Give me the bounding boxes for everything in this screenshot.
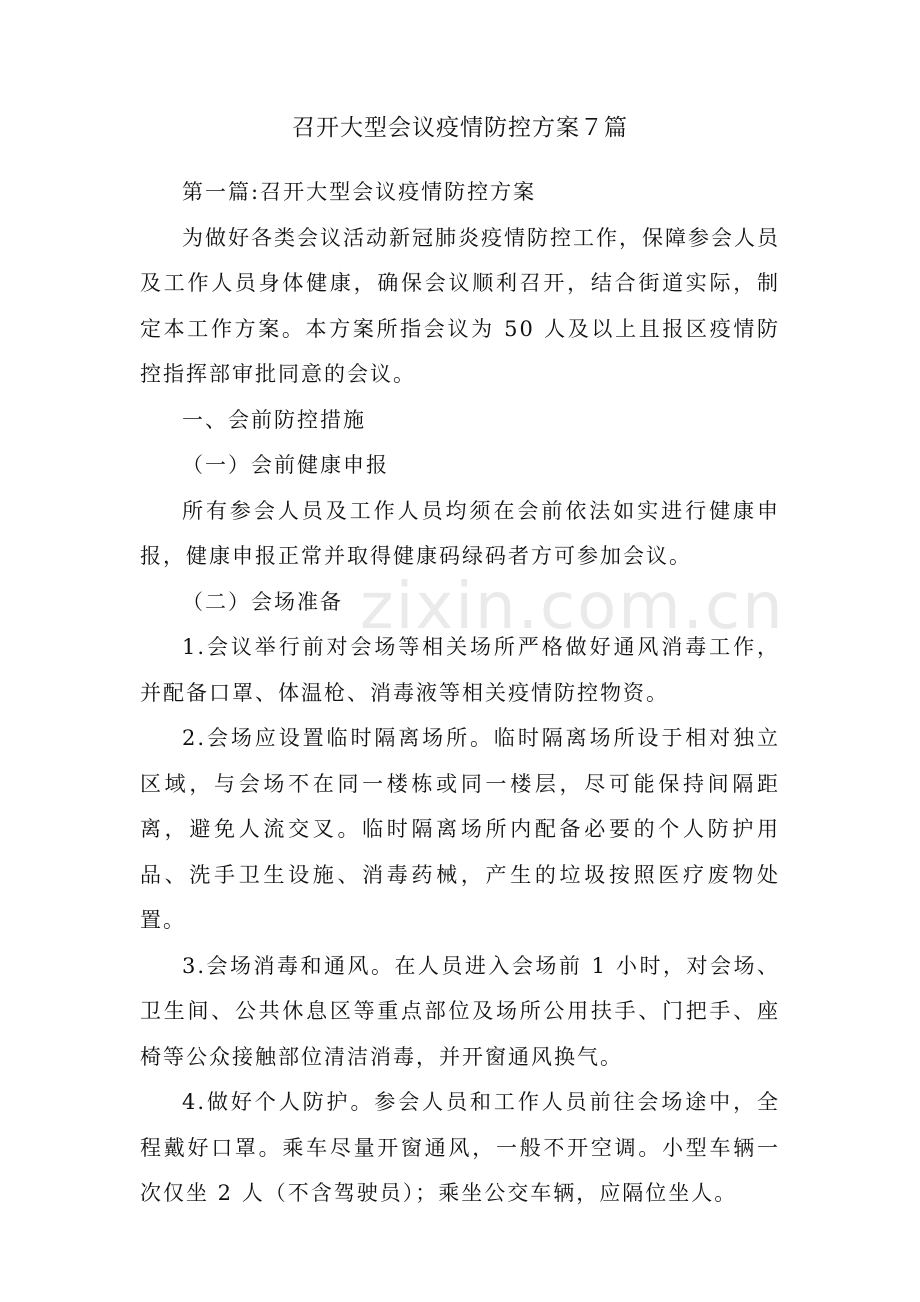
section-title: 第一篇:召开大型会议疫情防控方案 bbox=[182, 180, 537, 204]
item-1-ventilation: 1.会议举行前对会场等相关场所严格做好通风消毒工作，并配备口罩、体温枪、消毒液等相关疫情防控物资。 bbox=[140, 635, 780, 705]
item-2-isolation-area: 2.会场应设置临时隔离场所。临时隔离场所设于相对独立区域，与会场不在同一楼栋或同一楼层，尽可能保持间隔距离，避免人流交叉。临时隔离场所内配备必要的个人防护用品、洗手卫生设施、消毒药械，产生的垃圾按照医疗废物处置。 bbox=[140, 726, 780, 932]
item-3-disinfection: 3.会场消毒和通风。在人员进入会场前 1 小时，对会场、卫生间、公共休息区等重点部位及场所公用扶手、门把手、座椅等公众接触部位清洁消毒，并开窗通风换气。 bbox=[140, 953, 780, 1069]
document-body bbox=[140, 170, 780, 1217]
intro-paragraph: 为做好各类会议活动新冠肺炎疫情防控工作，保障参会人员及工作人员身体健康，确保会议顺利召开，结合街道实际，制定本工作方案。本方案所指会议为 50 人及以上且报区疫情防控指挥部审批同意的会议。 bbox=[140, 225, 780, 386]
subheading-health-declaration: （一）会前健康申报 bbox=[182, 453, 389, 477]
heading-premeeting-measures: 一、会前防控措施 bbox=[182, 407, 366, 432]
document-title: 召开大型会议疫情防控方案７篇 bbox=[292, 115, 628, 141]
watermark-text: zixin.com.cn bbox=[360, 570, 785, 644]
item-4-personal-protection: 4.做好个人防护。参会人员和工作人员前往会场途中，全程戴好口罩。乘车尽量开窗通风，一般不开空调。小型车辆一次仅坐 2 人（不含驾驶员）；乘坐公交车辆，应隔位坐人。 bbox=[140, 1090, 780, 1205]
subheading-venue-preparation: （二）会场准备 bbox=[182, 589, 343, 614]
paragraph-health-declaration: 所有参会人员及工作人员均须在会前依法如实进行健康申报，健康申报正常并取得健康码绿码者方可参加会议。 bbox=[140, 498, 780, 568]
